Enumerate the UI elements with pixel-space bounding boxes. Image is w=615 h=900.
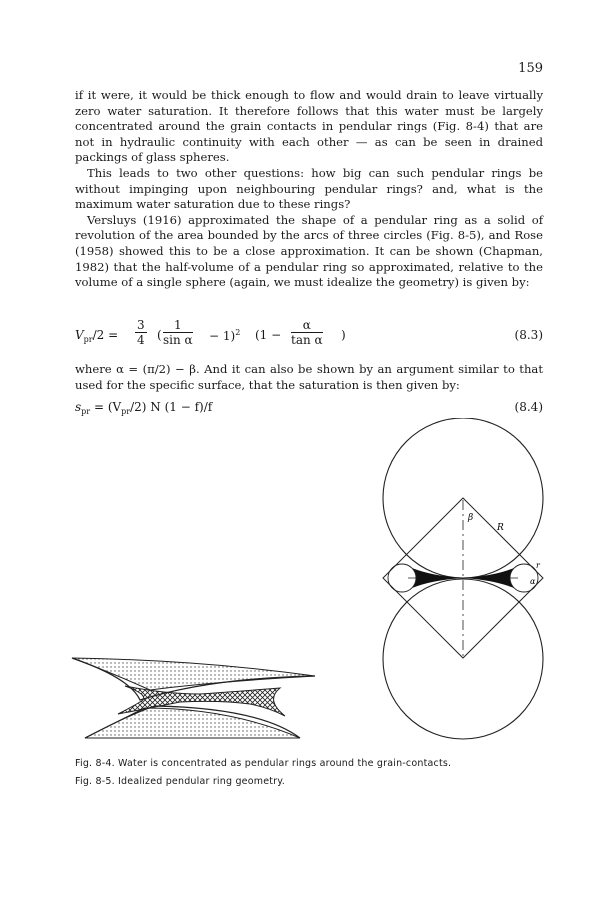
- eq83-number: (8.3): [514, 328, 543, 342]
- eq83-term2-close: ): [341, 328, 346, 342]
- equation-8-4: $s_{pr} = (V_{pr}/2)$ N (1 − f)/f (8.4): [75, 400, 543, 416]
- paragraph-1: if it were, it would be thick enough to flow and would drain to leave virtually zero water saturation. It therefore follows that this water must be largely concentrated around the grain contacts in pendular rings (Fig. 8-4) that are not in hydraulic continuity with each other — as can be seen in drained packings of glass spheres.: [75, 88, 543, 165]
- eq83-term2-open: (1 −: [255, 328, 282, 342]
- label-R: R: [497, 523, 504, 533]
- equation-8-3: [75, 318, 543, 358]
- label-beta: β: [468, 513, 474, 523]
- page-number: 159: [518, 61, 543, 76]
- eq83-v: V: [75, 328, 84, 342]
- lower-grain: [85, 708, 300, 738]
- paragraph-2: This leads to two other questions: how big can such pendular rings be without impinging upon neighbouring pendular rings? and, what is the maximum water saturation due to these rings?: [75, 165, 543, 212]
- eq83-lhs-rest: /2 =: [92, 328, 119, 342]
- between-text: where α = (π/2) − β. And it can also be shown by an argument similar to that used for the specific surface, that the saturation is then given by:: [75, 362, 543, 392]
- figure-8-5: [372, 418, 556, 748]
- eq83-term1-frac: $\frac{1}{\text{sin α}}$: [163, 318, 193, 347]
- upper-grain: [72, 658, 315, 690]
- eq83-term1-close: − 1)$^2$: [209, 328, 241, 343]
- eq83-v-sub: pr: [83, 335, 93, 344]
- body-text: [75, 88, 543, 291]
- label-alpha: α: [530, 577, 536, 586]
- figure-8-4: [70, 650, 330, 742]
- label-r: r: [536, 561, 540, 570]
- caption-fig-8-4: Fig. 8-4. Water is concentrated as pendular rings around the grain-contacts.: [75, 758, 452, 769]
- paragraph-3: Versluys (1916) approximated the shape of a pendular ring as a solid of revolution of the area bounded by the arcs of three circles (Fig. 8-5), and Rose (1958) showed this to be a close approximation. It can be shown (Chapman, 1982) that the half-volume of a pendular ring so approximated, relative to the volume of a single sphere (again, we must idealize the geometry) is given by:: [75, 212, 543, 290]
- eq83-term2-frac: $\frac{\alpha}{\text{tan α}}$: [291, 318, 323, 347]
- eq83-term1-open: (: [157, 328, 162, 342]
- pendular-fillet-right: [463, 568, 514, 588]
- pendular-fillet-left: [412, 568, 463, 588]
- eq84-number: (8.4): [514, 400, 543, 414]
- caption-fig-8-5: Fig. 8-5. Idealized pendular ring geometry.: [75, 776, 285, 787]
- eq83-coef: $\frac{3}{4}$: [137, 318, 145, 347]
